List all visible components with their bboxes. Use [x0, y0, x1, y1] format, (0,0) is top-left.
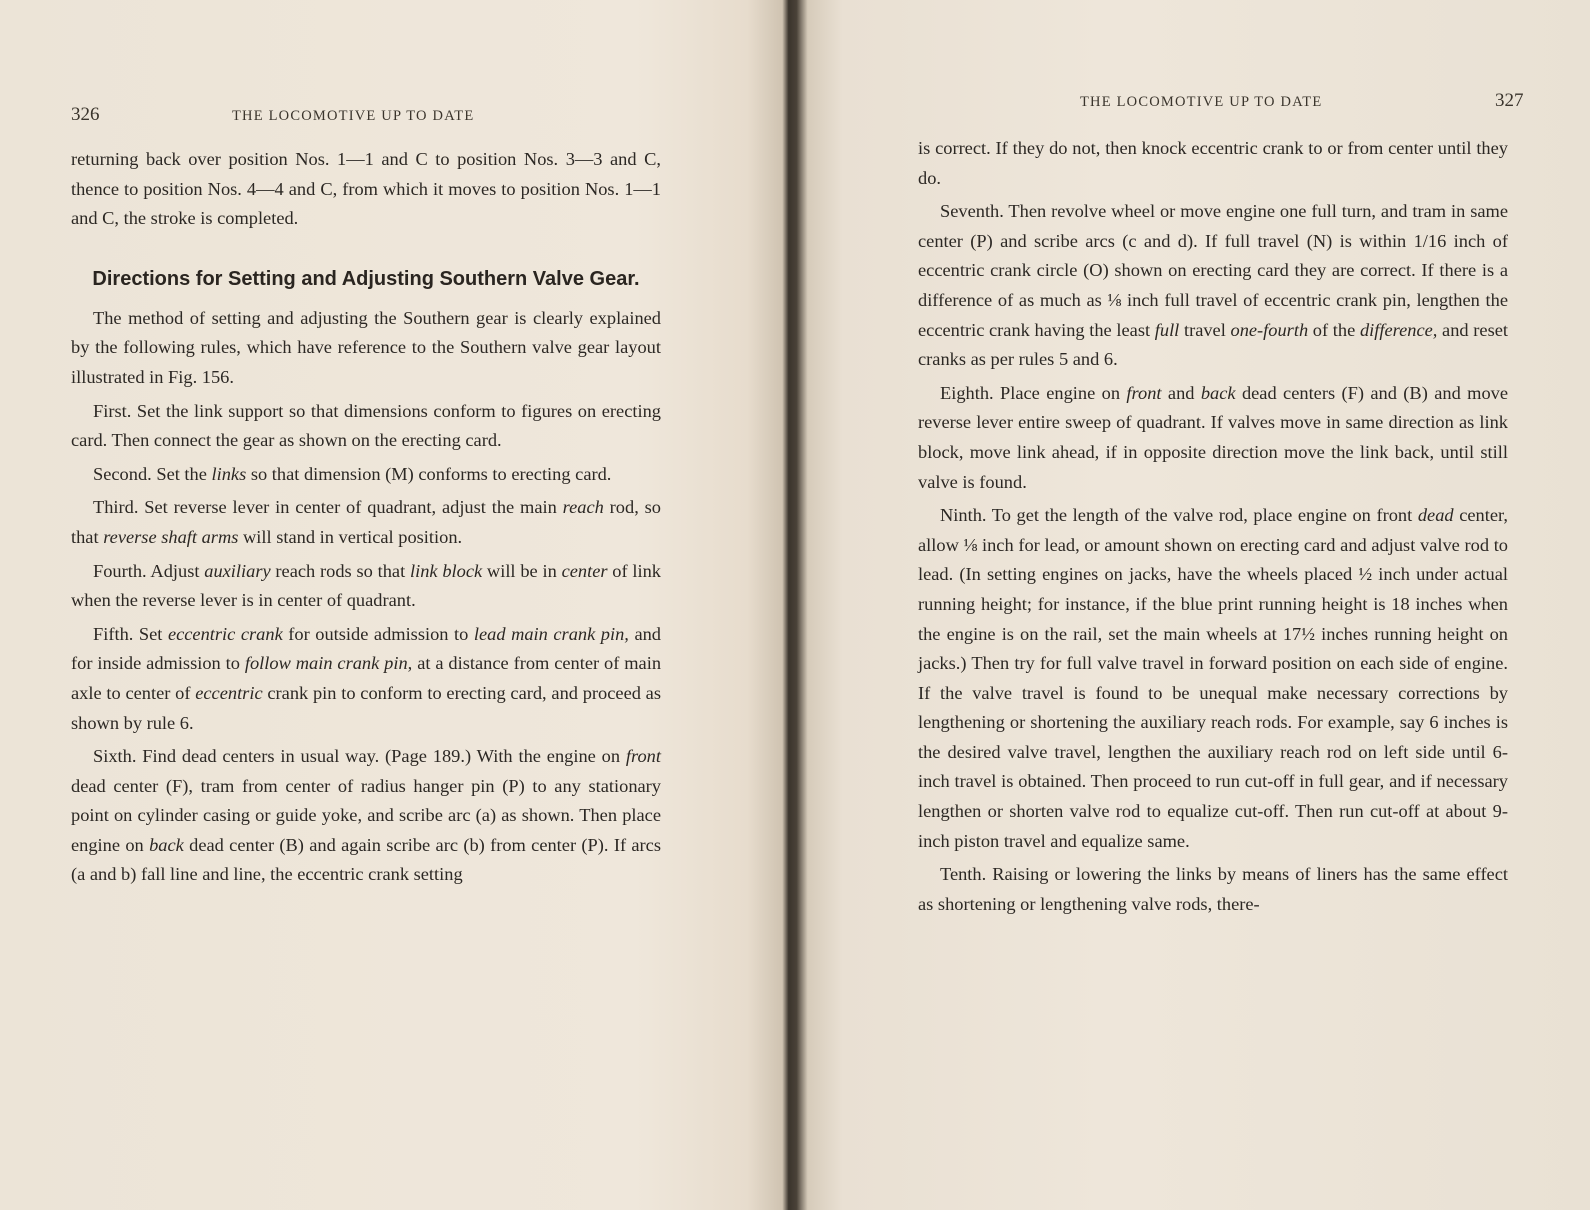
rule-fifth: Fifth. Set eccentric crank for outside admission to lead main crank pin, and for inside admission to follow main crank pin, at a distance from center of main axle to center of eccentric crank pin to conform to erecting card, and proceed as shown by rule 6.: [71, 623, 662, 733]
right-running-head: THE LOCOMOTIVE UP TO DATE: [1080, 94, 1323, 110]
rule-third: Third. Set reverse lever in center of quadrant, adjust the main reach rod, so that reverse shaft arms will stand in vertical position.: [71, 497, 661, 547]
rule-fourth: Fourth. Adjust auxiliary reach rods so that link block will be in center of link when the reverse lever is in center of quadrant.: [71, 560, 662, 611]
rule-second: Second. Set the links so that dimension (M) conforms to erecting card.: [93, 463, 612, 484]
rule-sixth: Sixth. Find dead centers in usual way. (Page 189.) With the engine on front dead center (F), tram from center of radius hanger pin (P) to any stationary point on cylinder casing or guide yoke, and scribe arc (a) as shown. Then place engine on back dead center (B) and again scribe arc (b) from center (P). If arcs (a and b) fall line and line, the eccentric crank setting: [71, 746, 661, 885]
left-running-head: THE LOCOMOTIVE UP TO DATE: [232, 108, 475, 124]
continuation-paragraph: is correct. If they do not, then knock eccentric crank to or from center until they do.: [918, 138, 1508, 188]
method-paragraph: The method of setting and adjusting the Southern gear is clearly explained by the following rules, which have reference to the Southern valve gear layout illustrated in Fig. 156.: [71, 307, 661, 387]
right-page-number: 327: [1495, 90, 1524, 111]
right-body-text: [918, 134, 1508, 923]
rule-seventh: Seventh. Then revolve wheel or move engine one full turn, and tram in same center (P) and scribe arcs (c and d). If full travel (N) is within 1/16 inch of eccentric crank circle (O) shown on erecting card they are correct. If there is a difference of as much as ⅛ inch full travel of eccentric crank pin, lengthen the eccentric crank having the least full travel one-fourth of the difference, and reset cranks as per rules 5 and 6.: [918, 201, 1508, 370]
rule-eighth: Eighth. Place engine on front and back dead centers (F) and (B) and move reverse lever entire sweep of quadrant. If valves move in same direction as link block, move link ahead, if in opposite direction move the link back, until still valve is found.: [918, 382, 1509, 492]
left-body-text: [71, 145, 661, 894]
right-page: [805, 0, 1590, 1210]
left-page-number: 326: [71, 104, 100, 125]
rule-ninth: Ninth. To get the length of the valve rod, place engine on front dead center, allow ⅛ inch for lead, or amount shown on erecting card and adjust valve rod to lead. (In setting engines on jacks, have the wheels placed ½ inch under actual running height; for instance, if the blue print running height is 18 inches when the engine is on the rail, set the main wheels at 17½ inches running height on jacks.) Then try for full valve travel in forward position on each side of engine. If the valve travel is found to be unequal make necessary corrections by lengthening or shortening the auxiliary reach rods. For example, say 6 inches is the desired valve travel, lengthen the auxiliary reach rod on left side until 6-inch travel is obtained. Then proceed to run cut-off in full gear, and if necessary lengthen or shorten valve rod to equalize cut-off. Then run cut-off at about 9-inch piston travel and equalize same.: [918, 505, 1508, 851]
left-page: [0, 0, 790, 1210]
section-heading: Directions for Setting and Adjusting Southern Valve Gear.: [92, 267, 640, 290]
rule-tenth: Tenth. Raising or lowering the links by means of liners has the same effect as shortening or lengthening valve rods, there-: [918, 864, 1508, 914]
rule-first: First. Set the link support so that dimensions conform to figures on erecting card. Then connect the gear as shown on the erecting card.: [71, 400, 661, 451]
intro-paragraph: returning back over position Nos. 1—1 and C to position Nos. 3—3 and C, thence to position Nos. 4—4 and C, from which it moves to position Nos. 1—1 and C, the stroke is completed.: [71, 149, 661, 229]
